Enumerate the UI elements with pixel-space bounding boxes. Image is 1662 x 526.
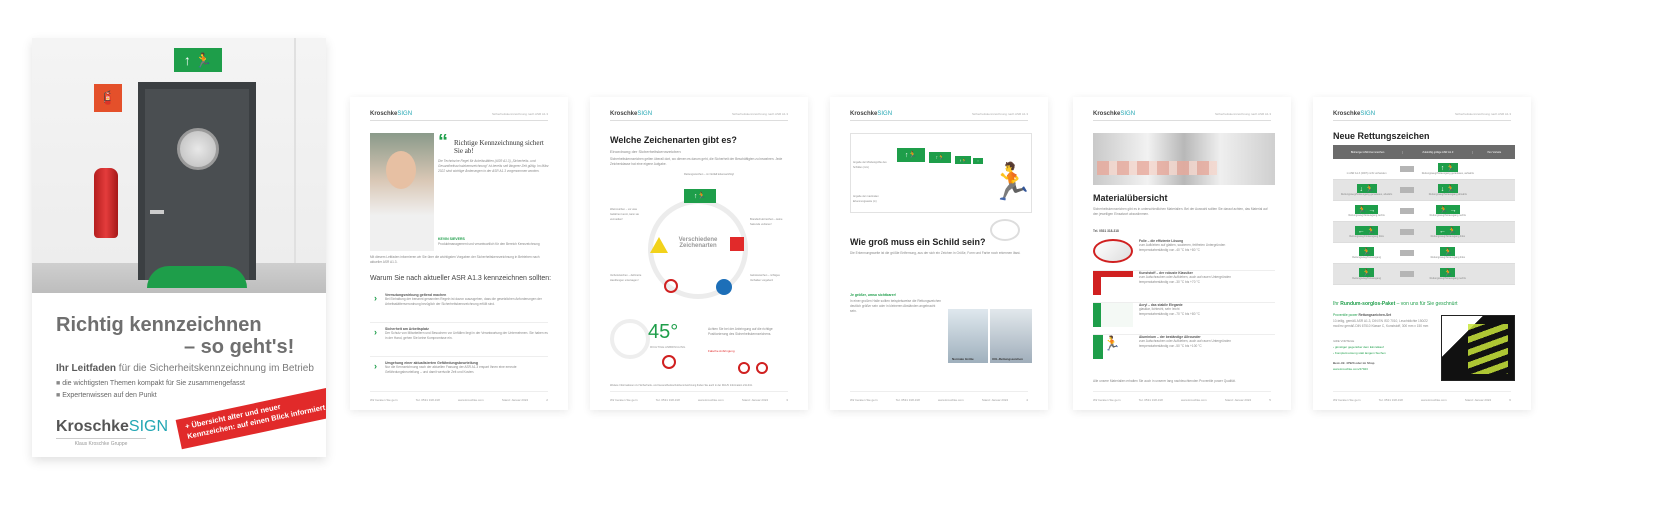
footer-url: www.kroschke.com [937, 398, 964, 402]
new-sign-icon: ← 🏃 [1436, 226, 1460, 235]
material-name: Aluminium – der beständige Allrounder [1139, 335, 1201, 339]
footer-phone: Tel. 0531 318-318 [895, 398, 920, 402]
table-row [1333, 222, 1515, 243]
cover-bullet: ■ Expertenwissen auf den Punkt [56, 390, 245, 402]
reason-text: Der Schutz von Mitarbeitern und Besuchern vor Unfällen liegt in der Verantwortung der Unternehmen. Sie haben es in der Hand, gehen Sie keine Kompromisse ein. [385, 331, 548, 340]
material-item [1093, 303, 1275, 335]
new-sign-icon: 🏃 [1440, 247, 1455, 256]
wrong-label: Falsche Anbringung [708, 349, 735, 353]
table-row [1333, 264, 1515, 285]
footer-date: Stand: Januar 2024 [1224, 398, 1252, 402]
footer-phone: Tel. 0531 318-318 [1138, 398, 1163, 402]
old-sign-label: Rettungsweg/Notausgang geradeaus, abwärts [1340, 193, 1393, 196]
old-sign-icon: 🏃 [1359, 247, 1374, 256]
new-sign-label: Rettungsweg/Notausgang geradeaus, aufwärts [1421, 172, 1474, 175]
prohibition-sign-icon [662, 355, 676, 369]
center-label: Verschiedene Zeichenarten [678, 237, 718, 249]
page-title: Neue Rettungszeichen [1333, 131, 1430, 141]
aluminium-sign-image: 🏃 [1093, 335, 1133, 359]
material-detail: glasklar, lichtecht, sehr leicht [1139, 307, 1180, 311]
new-sign-label: Rettungsweg/Notausgang links [1430, 235, 1466, 238]
material-photo [1093, 133, 1275, 185]
advantage-text: Komplett-Lösung statt langem Suchen [1334, 351, 1386, 355]
old-sign-label: in ASR A1.3 (2007) nicht vorhanden [1346, 172, 1387, 175]
logo-main: Kroschke [56, 418, 129, 435]
table-row [1333, 243, 1515, 264]
page-header-text: Sicherheitskennzeichnung nach ASR A1.3 [1214, 111, 1271, 116]
logo-main: Kroschke [1333, 110, 1361, 117]
advantage-item: › Komplett-Lösung statt langem Suchen [1333, 351, 1386, 355]
material-detail: zum Aufkleben auf glatten, sauberen, fettfreien Untergründen [1139, 243, 1226, 247]
page-footer [850, 391, 1028, 402]
package-title [1333, 301, 1458, 307]
quote-title: Richtige Kennzeichnung sichert Sie ab! [454, 139, 544, 155]
logo-sign: SIGN [877, 110, 893, 117]
advantages-label: IHRE VORTEILE [1333, 339, 1355, 343]
logo-main: Kroschke [370, 110, 398, 117]
warning-sign-icon [650, 237, 668, 253]
new-sign-label: Rettungsweg/Notausgang links [1430, 256, 1466, 259]
rescue-sign-icon: ↑ [973, 158, 983, 164]
material-detail: temperaturbeständig von -40 °C bis +80 °C [1139, 248, 1200, 252]
new-sign-label: Rettungsweg/Notausgang rechts [1429, 277, 1466, 280]
material-name: Kunststoff – der robuste Klassiker [1139, 271, 1193, 275]
reason-text: Nur die Kennzeichnung nach der aktuellen Fassung der ASR A1.3 erspart Ihnen eine erneute Gefährdungsbeurteilung – und damit wertvolle Zeit und Kosten. [385, 365, 517, 374]
diagram-label: Angabe der maximalen Erkennungsweite (m) [853, 195, 879, 203]
column-header: Zukünftig gültige ASR A1.3 [1402, 151, 1472, 154]
highlight-text: Je größer, umso sichtbarer! [850, 293, 897, 297]
page-header [850, 107, 1028, 121]
shop-link[interactable]: www.kroschke.com/47923 [1333, 367, 1368, 371]
page-header-text: Sicherheitskennzeichnung nach ASR A1.3 [1454, 111, 1511, 116]
material-item [1093, 271, 1275, 303]
material-item [1093, 239, 1275, 271]
fire-extinguisher-image [94, 168, 118, 238]
column-header: Ihre Vorteile [1472, 151, 1515, 154]
package-title-pre: Ihr [1333, 301, 1341, 307]
footer-phone: Tel. 0531 318-318 [415, 398, 440, 402]
old-sign-label: Rettungsweg/Notausgang [1352, 277, 1381, 280]
page-number: 2 [546, 398, 548, 402]
logo-main: Kroschke [850, 110, 878, 117]
page-4 [830, 97, 1048, 410]
footer-date: Stand: Januar 2024 [1464, 398, 1492, 402]
footer-url: www.kroschke.com [1180, 398, 1207, 402]
advantage-item: › günstiger gegenüber dem Einzelkauf [1333, 345, 1384, 349]
intro-text: Die Erkennungsweite ist die größte Entfernung, aus der sich ein Zeichen in Größe, Form und Farbe noch erkennen lässt. [850, 251, 1021, 255]
intro-text: Mit diesem Leitfaden informieren wir Sie über die wichtigsten Vorgaben der Sicherheitskennzeichnung in Betrieben nach aktueller ASR A1.3. [370, 255, 540, 264]
old-sign-icon: 🏃 [1359, 268, 1374, 277]
page-title: Welche Zeichenarten gibt es? [610, 135, 737, 145]
page-logo [1093, 111, 1135, 117]
cover-bullets [56, 378, 245, 402]
door-window [177, 128, 219, 170]
sticker-sheet [1097, 161, 1217, 175]
page-footer [370, 391, 548, 402]
footer-url: www.kroschke.com [1420, 398, 1447, 402]
footer-date: Stand: Januar 2024 [501, 398, 529, 402]
page-2 [350, 97, 568, 410]
old-sign-icon: ↓ 🏃 [1357, 184, 1377, 193]
old-sign-icon: ← 🏃 [1355, 226, 1379, 235]
subtitle-bold: Ihr Leitfaden [56, 363, 117, 374]
cover-title-line1: Richtig kennzeichnen [56, 314, 262, 336]
old-sign-label: Rettungsweg/Notausgang [1352, 256, 1381, 259]
logo-main: Kroschke [610, 110, 638, 117]
column-header: Bisheriger ASR-Kennzeichen [1350, 150, 1385, 154]
order-number: Best.-Nr. 47923 oder im Shop [1333, 361, 1375, 365]
binoculars-icon [990, 219, 1020, 241]
new-sign-icon: 🏃 → [1436, 205, 1460, 214]
package-title-bold: Rundum-sorglos-Paket [1340, 301, 1396, 307]
category-label: Warnzeichen – vor was Gefahren kennt, kann sie vermeiden! [610, 208, 639, 221]
footer-text: Wir beraten Sie gern [1093, 398, 1121, 402]
reason-item [370, 323, 548, 357]
author-role: Produktmanagement und verantwortlich für den Bereich Kennzeichnung [438, 242, 540, 246]
footer-text: Wir beraten Sie gern [850, 398, 878, 402]
signs-table [1333, 145, 1515, 285]
old-sign-label: Rettungsweg/Notausgang rechts [1348, 214, 1385, 217]
page-5 [1073, 97, 1291, 410]
chevron-right-icon: › [374, 327, 377, 337]
old-sign-label: Rettungsweg/Notausgang links [1349, 235, 1384, 238]
chevron-right-icon: › [374, 361, 377, 371]
reason-item [370, 357, 548, 391]
page-3 [590, 97, 808, 410]
page-subtitle: Einordnung der Sicherheitskennzeichen [610, 149, 681, 154]
diagram-label: Angabe der Mindestgröße des Schildes (mm) [853, 161, 887, 169]
page-number: 3 [786, 398, 788, 402]
category-label: Rettungszeichen – im Notfall lebenswichtig! [684, 173, 735, 176]
footer-text: Wir beraten Sie gern [1333, 398, 1361, 402]
page-footer [1093, 391, 1271, 402]
door-image [145, 89, 249, 280]
warehouse-photo-xxl [990, 309, 1032, 363]
material-detail: zum Aufschrauben oder Aufkleben, auch auf rauen Untergründen [1139, 339, 1231, 343]
chevron-right-icon: › [374, 293, 377, 303]
new-sign-icon: ↓ 🏃 [1438, 184, 1458, 193]
advantage-text: günstiger gegenüber dem Einzelkauf [1334, 345, 1384, 349]
logo-sign: SIGN [128, 418, 169, 435]
prohibition-sign-icon [664, 279, 678, 293]
foil-sign-image [1093, 239, 1133, 263]
author-name: KEVIN SIEVERS [438, 237, 465, 241]
reason-title: Vermutungswirkung geltend machen [385, 293, 447, 297]
prohibition-sign-icon [756, 362, 768, 374]
page-footer [610, 391, 788, 402]
page-header [1093, 107, 1271, 121]
page-header [370, 107, 548, 121]
running-man-icon: 🏃 [989, 161, 1034, 202]
logo-sign: SIGN [1360, 110, 1376, 117]
page-logo [1333, 111, 1375, 117]
package-title-post: – von uns für Sie geschnürt [1395, 301, 1458, 307]
portrait-photo [370, 133, 434, 251]
floor-marking [147, 266, 247, 288]
logo-sign: SIGN [1120, 110, 1136, 117]
page-header-text: Sicherheitskennzeichnung nach ASR A1.3 [731, 111, 788, 116]
category-label: Verbotszeichen – definierte Handlungen untersagen! [610, 274, 642, 282]
page-footer [1333, 391, 1511, 402]
rescue-sign-icon: ↑🏃 [955, 156, 971, 164]
page-number: 5 [1269, 398, 1271, 402]
material-item [1093, 335, 1275, 367]
angle-text: Achten Sie bei der Anbringung auf die richtige Positionierung des Sicherheitskennzeichens. [708, 327, 773, 336]
materials-note: Alle unsere Materialien erhalten Sie auch in unserer lang nachleuchtenden Proventile power Qualität. [1093, 379, 1236, 383]
product-description: 10-teilig, gemäß ASR A1.3, DIN EN ISO 7010, Leuchtdichte 150/22 mcd/m² gemäß DIN 67510 Klasse C, Kunststoff, 300 mm x 150 mm [1333, 319, 1429, 328]
page-number: 4 [1026, 398, 1028, 402]
logo-sign: SIGN [637, 110, 653, 117]
footer-date: Stand: Januar 2024 [981, 398, 1009, 402]
page-number: 6 [1509, 398, 1511, 402]
old-sign-icon: 🏃 → [1355, 205, 1379, 214]
product-set-image [1441, 315, 1515, 381]
product-line [1333, 313, 1391, 317]
rescue-sign-icon: ↑🏃 [897, 148, 925, 162]
fire-extinguisher-sign-icon: 🧯 [94, 84, 122, 112]
new-sign-label: Rettungsweg/Notausgang abwärts [1428, 193, 1467, 196]
category-label: Gebotszeichen – richtiges Verhalten vorgeben! [750, 274, 780, 282]
cover-title [56, 314, 294, 358]
page-header-text: Sicherheitskennzeichnung nach ASR A1.3 [491, 111, 548, 116]
plastic-sign-image [1093, 271, 1133, 295]
new-sign-icon: ↑ 🏃 [1438, 163, 1458, 172]
body-text: In einer großen Halle sollten beispielsweise die Rettungszeichen deutlich größer sein oder in kleineren Abständen angebracht sein. [850, 299, 942, 313]
arrow-right-icon [1400, 208, 1414, 214]
arrow-right-icon [1400, 250, 1414, 256]
page-logo [370, 111, 412, 117]
material-detail: temperaturbeständig von -30 °C bis +70 °C [1139, 280, 1200, 284]
intro-text: Sicherheitskennzeichen gelten überall dort, wo dienen es darum geht, die Sicherheit der Beschäftigten zu bewahren. Jede Zeichenklasse hat eine eigene Aufgabe. [610, 157, 783, 166]
page-header [610, 107, 788, 121]
material-name: Acryl – das stabile Elegante [1139, 303, 1183, 307]
table-row [1333, 180, 1515, 201]
warehouse-photo-normal [948, 309, 988, 363]
rescue-sign-icon: ↑🏃 [929, 152, 951, 163]
page-logo [850, 111, 892, 117]
product-name: Rettungszeichen-Set [1358, 313, 1392, 317]
glowing-signs [1468, 324, 1508, 374]
prohibition-sign-icon [738, 362, 750, 374]
cover-subtitle [56, 363, 314, 374]
cover-title-line2: – so geht's! [184, 336, 295, 358]
arrow-right-icon [1400, 187, 1414, 193]
mandatory-sign-icon [716, 279, 732, 295]
new-sign-label: Rettungsweg/Notausgang rechts [1429, 214, 1466, 217]
reason-item [370, 289, 548, 323]
logo-subtitle: Klaus Kroschke Gruppe [56, 438, 146, 447]
angle-label: RICHTIGE ANBRINGUNG [650, 345, 686, 349]
size-diagram [850, 133, 1032, 213]
logo-main: Kroschke [1093, 110, 1121, 117]
arrow-right-icon [1400, 271, 1414, 277]
rescue-sign-icon: ↑🏃 [684, 189, 716, 203]
material-detail: temperaturbeständig von -50 °C bis +100 °C [1139, 344, 1202, 348]
subtitle-rest: für die Sicherheitskennzeichnung im Betrieb [116, 363, 314, 374]
page-6 [1313, 97, 1531, 410]
page-title: Wie groß muss ein Schild sein? [850, 237, 986, 247]
category-label: Brandschutzzeichen – keine Sekunde verlieren! [750, 218, 783, 226]
footer-date: Stand: Januar 2024 [741, 398, 769, 402]
page-header-text: Sicherheitskennzeichnung nach ASR A1.3 [971, 111, 1028, 116]
table-header [1333, 145, 1515, 159]
page-header [1333, 107, 1511, 121]
footnote: Weitere Informationen zur Sicherheits- und Gesundheitsschutzkennzeichnung finden Sie auch in der DGUV Information 211-041. [610, 384, 753, 387]
acrylic-sign-image [1093, 303, 1133, 327]
image-caption: XXL-Rettungszeichen [992, 357, 1023, 361]
material-name: Folie – die effiziente Lösung [1139, 239, 1184, 243]
intro-text: Sicherheitskennzeichen gibt es in unterschiedlichen Materialien. Bei der Auswahl sollten Sie darauf achten, das Material auf den jeweiligen Einsatzort abzustimmen. [1093, 207, 1268, 216]
phone-number: Tel. 0531 318-318 [1093, 229, 1119, 233]
footer-text: Wir beraten Sie gern [370, 398, 398, 402]
reason-title: Sicherheit am Arbeitsplatz [385, 327, 429, 331]
quote-text: Die Technische Regel für Arbeitsstätten (ASR A1.3) „Sicherheits- und Gesundheitsschutzkennzeichnung" ist bereits seit längerer Zeit gültig. Im März 2022 sind wichtige Änderungen in der ASR A1.3 vorgenommen worden. [438, 159, 549, 173]
old-sign-icon [1366, 163, 1367, 172]
door-handle [150, 210, 164, 214]
material-detail: zum Aufschrauben oder Aufkleben, auch auf rauen Untergründen [1139, 275, 1231, 279]
reason-text: Bei Einhaltung der benannt genannten Regeln ist davon auszugehen, dass die gesetzlichen Anforderungen der Arbeitsstättenverordnung bezüglich der Sicherheitskennzeichnung erfüllt sind. [385, 297, 542, 306]
face [386, 151, 416, 189]
footer-text: Wir beraten Sie gern [610, 398, 638, 402]
page-title: Materialübersicht [1093, 193, 1168, 203]
angle-value: 45° [648, 321, 679, 343]
fire-sign-icon [730, 237, 744, 251]
image-caption: Normale Größe [952, 357, 974, 361]
material-detail: temperaturbeständig von -70 °C bis +80 °C [1139, 312, 1200, 316]
angle-illustration [610, 319, 650, 359]
arrow-right-icon [1400, 166, 1414, 172]
cover-page [32, 38, 326, 457]
table-row [1333, 159, 1515, 180]
kroschke-sign-logo [56, 418, 168, 436]
page-logo [610, 111, 652, 117]
product-prefix: Proventile power [1333, 313, 1358, 317]
reason-title: Umgehung einer aktualisierten Gefährdungsbeurteilung [385, 361, 478, 365]
promo-ribbon: + Übersicht alter und neuer Kennzeichen: auf einen Blick informiert [176, 387, 326, 450]
exit-sign-icon: ↑ 🏃 [174, 48, 222, 72]
reasons-list [370, 289, 548, 391]
wall-edge [294, 38, 296, 263]
footer-url: www.kroschke.com [697, 398, 724, 402]
quote-icon: “ [438, 131, 448, 153]
footer-phone: Tel. 0531 318-318 [1378, 398, 1403, 402]
cover-bullet: ■ die wichtigsten Themen kompakt für Sie zusammengefasst [56, 378, 245, 390]
new-sign-icon: 🏃 [1440, 268, 1455, 277]
footer-url: www.kroschke.com [457, 398, 484, 402]
materials-list [1093, 239, 1275, 367]
section-title: Warum Sie nach aktueller ASR A1.3 kennzeichnen sollten: [370, 275, 552, 282]
table-row [1333, 201, 1515, 222]
footer-phone: Tel. 0531 318-318 [655, 398, 680, 402]
logo-sign: SIGN [397, 110, 413, 117]
arrow-right-icon [1400, 229, 1414, 235]
